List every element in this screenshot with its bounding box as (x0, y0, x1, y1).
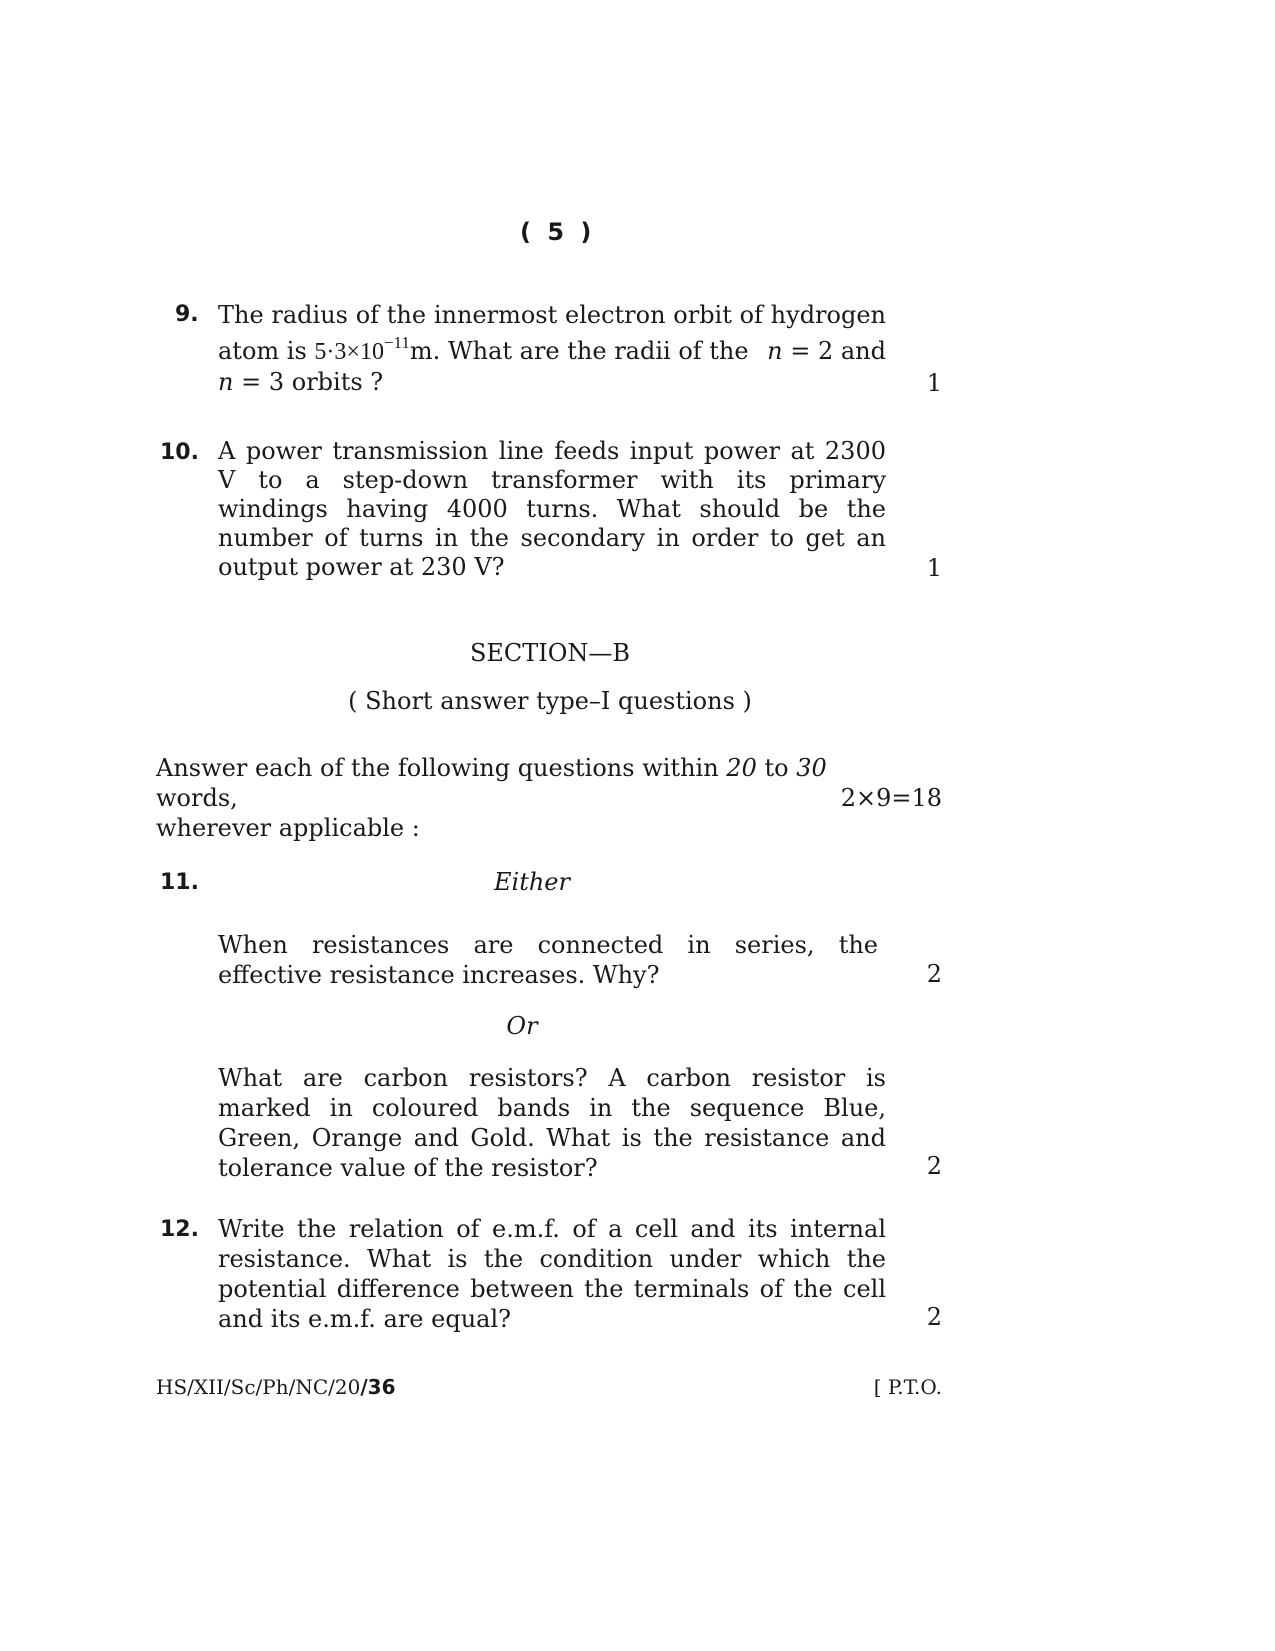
question-11-part-1: When resistances are connected in series, the effective resistance increases. Why? (218, 931, 878, 989)
page-number: ( 5 ) (520, 218, 596, 246)
instruction-line-2: wherever applicable : (156, 814, 420, 842)
section-title: SECTION—B (469, 639, 631, 667)
question-9-line-3: n = 3 orbits ? (218, 368, 384, 396)
or-label: Or (506, 1012, 538, 1040)
question-11-part-1-marks: 2 (926, 960, 942, 988)
question-9-line-1: The radius of the innermost electron orbit of hydrogen (218, 301, 886, 329)
section-subtitle: ( Short answer type–I questions ) (348, 687, 752, 715)
question-9-line-2: atom is $5\cdot 3\times 10^{-11}m$. What are the radii of the n = 2 and (218, 333, 886, 365)
radius-value: $5\cdot 3\times 10^{-11}$ (314, 333, 410, 365)
question-number-12: 12. (160, 1217, 199, 1242)
section-instruction (156, 753, 886, 843)
question-10-text: A power transmission line feeds input power at 2300 V to a step-down transformer with its primary windings having 4000 turns. What should be the number of turns in the secondary in order to get an output power at 230 V? (218, 437, 886, 581)
either-label: Either (494, 868, 570, 896)
question-9-text (218, 300, 886, 397)
question-12-marks: 2 (926, 1303, 942, 1331)
instruction-line-1: Answer each of the following questions within 20 to 30 words, (156, 754, 827, 812)
paper-code: HS/XII/Sc/Ph/NC/20/36 (156, 1375, 396, 1399)
question-number-11: 11. (160, 870, 199, 895)
question-9-marks: 1 (926, 369, 942, 397)
section-marks: 2×9=18 (840, 784, 942, 812)
pto-label: [ P.T.O. (873, 1375, 942, 1399)
question-12-text: Write the relation of e.m.f. of a cell and its internal resistance. What is the condition under which the potential difference between the terminals of the cell and its e.m.f. are equal? (218, 1215, 886, 1333)
question-11-part-2-marks: 2 (926, 1152, 942, 1180)
question-10-marks: 1 (926, 554, 942, 582)
question-11-part-2: What are carbon resistors? A carbon resistor is marked in coloured bands in the sequence Blue, Green, Orange and Gold. What is the resistance and tolerance value of the resistor? (218, 1064, 886, 1182)
question-number-10: 10. (160, 440, 199, 465)
question-number-9: 9. (175, 302, 199, 327)
